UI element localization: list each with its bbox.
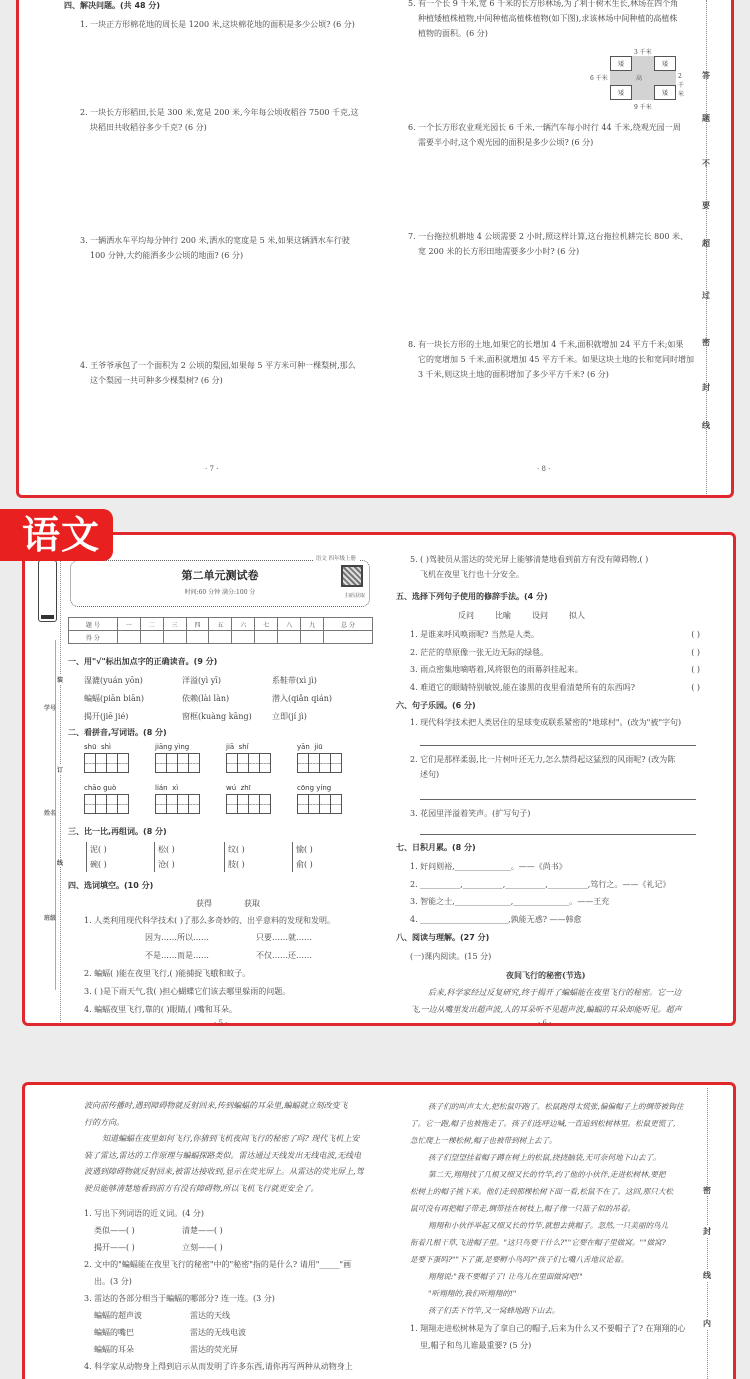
- pronunciation-item[interactable]: 湿漉(yuán yōn): [84, 676, 143, 685]
- rhetoric-item: [410, 644, 700, 662]
- qr-label: 扫码获取: [344, 593, 365, 599]
- writing-cell[interactable]: [259, 753, 271, 773]
- margin-char: 超: [702, 239, 710, 248]
- margin-char: 要: [702, 201, 710, 210]
- match-right[interactable]: 雷达的荧光屏: [190, 1345, 238, 1354]
- margin-char: 密: [703, 1186, 711, 1195]
- math-q8-line3: 3 千米,则这块土地的面积增加了多少平方千米? (6 分): [418, 370, 609, 379]
- math-q4-line1: 4. 王爷爷承包了一个面积为 2 公顷的梨园,如果每 5 平方米可种一棵梨树,那么: [80, 361, 356, 370]
- margin-char: 线: [703, 1271, 711, 1280]
- rhetoric-option: 比喻: [495, 611, 511, 620]
- reading-q2-line2: 出。(3 分): [94, 1277, 132, 1286]
- score-header-cell: 二: [140, 618, 163, 631]
- passage-line: 波遇到障碍物就反射回来,被雷达接收到,显示在荧光屏上。从雷达的荧光屏上,驾: [84, 1167, 364, 1176]
- math-question-5: [408, 0, 678, 41]
- pronunciation-row: [84, 672, 374, 690]
- math-q7-line2: 宽 200 米的长方形田地需要多少小时? (6 分): [418, 247, 580, 256]
- rhetoric-sentence: 1. 是谁来呼风唤雨呢? 当然是人类。: [410, 630, 540, 639]
- math-question-6: [408, 120, 681, 150]
- passage-line: 后来,科学家经过反复研究,终于揭开了蝙蝠能在夜里飞行的秘密。它一边: [428, 988, 682, 997]
- rhetoric-item: [410, 679, 700, 697]
- page-number-7: · 7 ·: [205, 465, 219, 473]
- compare-item[interactable]: 肢( ): [228, 860, 245, 869]
- pinyin-text: cōng yíng: [297, 784, 332, 792]
- synonym-row: [84, 1239, 353, 1256]
- accumulation-items: [410, 858, 670, 928]
- math-q1-line1: 1. 一块正方形棉花地的周长是 1200 米,这块棉花地的面积是多少公顷? (6 分): [80, 20, 355, 29]
- pinyin-text: yān jiū: [297, 743, 323, 751]
- math-q5-line1: 5. 有一个长 9 千米,宽 6 千米的长方形林场,为了利于树木生长,林场在四个角: [408, 0, 679, 8]
- compare-words: [86, 842, 376, 872]
- margin-char: 线: [702, 421, 710, 430]
- pinyin-item: [226, 743, 270, 773]
- margin-char: 答: [702, 71, 710, 80]
- match-right[interactable]: 雷达的无线电波: [190, 1328, 246, 1337]
- cut-char: 线: [57, 860, 64, 867]
- math-q5-line2: 种植矮植株植物,中间种植高植株植物(如下图),求该林场中间种植的高植株: [418, 14, 678, 23]
- math-q8-line2: 它的宽增加 5 千米,面积就增加 45 平方千米。如果这块土地的长和宽同时增加: [418, 355, 694, 364]
- score-cell[interactable]: [117, 631, 140, 644]
- passage-left-text: [84, 1098, 364, 1197]
- score-cell[interactable]: [186, 631, 209, 644]
- math-question-7: [408, 229, 688, 259]
- cut-char: 装: [57, 677, 64, 684]
- name-label: 姓名: [44, 810, 57, 817]
- passage-line: "听翔翔的,我们听翔翔的!": [428, 1289, 517, 1298]
- pronunciation-item[interactable]: 蝙蝠(piān biān): [84, 694, 144, 703]
- pinyin-text: jiāng yìng: [155, 743, 190, 751]
- pronunciation-item[interactable]: 潜入(qiǎn qián): [272, 694, 332, 703]
- math-q2-line2: 块稻田共收稻谷多少千克? (6 分): [90, 123, 207, 132]
- score-header-cell: 五: [209, 618, 232, 631]
- answer-blank[interactable]: ( ): [691, 682, 700, 692]
- match-right[interactable]: 雷达的天线: [190, 1311, 230, 1320]
- math-q5-line3: 植物的面积。(6 分): [418, 29, 488, 38]
- side-note-box: [38, 560, 57, 622]
- subject-tag-chinese: 语文: [0, 509, 113, 561]
- score-cell[interactable]: [232, 631, 255, 644]
- match-left[interactable]: 蝙蝠的嘴巴: [94, 1328, 134, 1337]
- section-8-title: 八、阅读与理解。(27 分): [396, 933, 490, 942]
- passage-line: 是要下蛋吗?""下了蛋,是要孵小鸟吗?"孩子们七嘴八舌地议论着。: [410, 1255, 629, 1264]
- reading-q3: 3. 雷达的各部分相当于蝙蝠的哪部分? 连一连。(3 分): [84, 1294, 275, 1303]
- score-header-cell: 六: [232, 618, 255, 631]
- math-q4-line2: 这个梨园一共可种多少棵梨树? (6 分): [90, 376, 223, 385]
- test-title: 第二单元测试卷: [181, 569, 259, 582]
- pronunciation-row: [84, 690, 374, 708]
- writing-cell[interactable]: [188, 753, 200, 773]
- passage-line: 飞,一边从嘴里发出超声波,人的耳朵听不见超声波,蝙蝠的耳朵却能听见。超声: [410, 1004, 682, 1014]
- synonym-row: [84, 1222, 353, 1239]
- conjunction-choice: 只要……就……: [256, 933, 312, 942]
- compare-pair: [154, 842, 216, 872]
- compare-item[interactable]: 沧( ): [158, 860, 175, 869]
- reading-subsection: (一)课内阅读。(15 分): [410, 952, 492, 961]
- conjunction-choice: 不是……而是……: [145, 951, 209, 960]
- math-q2-line1: 2. 一块长方形稻田,长是 300 米,宽是 200 米,今年每公顷收稻谷 7500 千克,这: [80, 108, 359, 117]
- rhetoric-items: [410, 626, 700, 696]
- rhetoric-option: 拟人: [569, 611, 585, 620]
- score-header-cell: 八: [278, 618, 301, 631]
- math-q3-line2: 100 分钟,大约能洒多少公顷的地面? (6 分): [90, 251, 244, 260]
- score-cell[interactable]: [255, 631, 278, 644]
- reading-q1: 1. 写出下列词语的近义词。(4 分): [84, 1209, 205, 1218]
- answer-line[interactable]: [420, 745, 696, 746]
- math-q3-line1: 3. 一辆洒水车平均每分钟行 200 米,洒水的宽度是 5 米,如果这辆洒水车行驶: [80, 236, 350, 245]
- rhetoric-options: [458, 608, 585, 623]
- rhetoric-item: [410, 661, 700, 679]
- passage-text: [410, 985, 682, 1018]
- accumulation-q3[interactable]: 3. 智能之士,______________,______________。——王充: [410, 897, 610, 906]
- forest-cross-diagram: [590, 48, 686, 111]
- math-question-3: [80, 233, 350, 263]
- math-q7-line1: 7. 一台拖拉机耕地 4 公顷需要 2 小时,照这样计算,这台拖拉机耕完长 800 米、: [408, 232, 688, 241]
- diagram-corner-tl: 矮: [610, 56, 632, 71]
- rhetoric-item: [410, 626, 700, 644]
- match-row: [84, 1307, 353, 1324]
- margin-char: 密: [702, 338, 710, 347]
- answer-blank[interactable]: ( ): [691, 665, 700, 674]
- compare-pair: [224, 842, 286, 872]
- math-q8-line1: 8. 有一块长方形的土地,如果它的长增加 4 千米,面积就增加 24 平方千米;如果: [408, 340, 684, 349]
- sentence-q2-line2: 述句): [420, 770, 440, 779]
- conjunction-choice: 不仅……还……: [256, 951, 312, 960]
- binding-dotted-line-left: [60, 560, 61, 1022]
- passage-line: 驶员能够清楚地看到前方有没有障碍物,所以飞机飞行就更安全了。: [84, 1183, 319, 1193]
- diagram-top-dimension: 3 千米: [634, 49, 652, 56]
- rhetoric-option: 设问: [532, 611, 548, 620]
- side-note-bar: [41, 615, 54, 619]
- synonym-item[interactable]: 类似——( ): [94, 1226, 135, 1235]
- passage-line: 衔着几根干草,飞进帽子里。"这只鸟要干什么?""它要在帽子里做窝。""做窝?: [410, 1238, 666, 1247]
- score-cell[interactable]: [278, 631, 301, 644]
- match-row: [84, 1341, 353, 1358]
- math-question-1: [80, 17, 355, 32]
- passage-line: 装了雷达,雷达的工作原理与蝙蝠探路类似。雷达通过天线发出无线电波,无线电: [84, 1150, 362, 1160]
- reading-q2-line1: 2. 文中的"蝙蝠能在夜里飞行的秘密"中的"秘密"指的是什么? 请用"_____"画: [84, 1260, 352, 1269]
- diagram-bottom-dimension: 9 千米: [634, 104, 652, 111]
- pronunciation-item[interactable]: 系鞋带(xì jì): [272, 676, 317, 685]
- fill-question-1: 1. 人类利用现代科学技术( )了那么多奇妙的、出乎意料的发现和发明。: [84, 916, 335, 925]
- compare-item[interactable]: 纹( ): [228, 845, 245, 854]
- match-row: [84, 1324, 353, 1341]
- writing-cell[interactable]: [188, 794, 200, 814]
- passage-line: 行的方向。: [84, 1117, 124, 1127]
- diagram-left-dimension: 6 千米: [590, 75, 608, 82]
- score-header-cell: 九: [301, 618, 324, 631]
- diagram-right-dimension: 2 千米: [678, 73, 685, 98]
- answer-blank[interactable]: ( ): [691, 630, 700, 639]
- pinyin-item: [84, 743, 128, 773]
- passage-title: 夜间飞行的秘密(节选): [506, 970, 586, 980]
- section-5-title: 五、选择下列句子使用的修辞手法。(4 分): [396, 592, 548, 601]
- pronunciation-row: [84, 708, 374, 726]
- math-question-4: [80, 358, 356, 388]
- page-number-6: · 6 ·: [538, 1019, 552, 1027]
- pronunciation-item[interactable]: 立即(jí jì): [272, 712, 307, 721]
- score-table-score-row: [69, 631, 373, 644]
- pronunciation-item[interactable]: 窗框(kuàng kāng): [182, 712, 252, 721]
- pinyin-text: chāo guò: [84, 784, 117, 792]
- pronunciation-item[interactable]: 依赖(lài làn): [182, 694, 230, 703]
- page-number-8: · 8 ·: [537, 465, 551, 473]
- sentence-q2-line1: 2. 它们是那样柔弱,比一片树叶还无力,怎么禁得起这猛烈的风雨呢? (改为陈: [410, 755, 676, 764]
- diagram-center-label: 高: [636, 75, 643, 82]
- match-left[interactable]: 蝙蝠的超声波: [94, 1311, 142, 1320]
- diagram-corner-bl: 矮: [610, 85, 632, 100]
- class-label: 班级: [44, 915, 57, 922]
- word-choice-1: 获得: [196, 899, 212, 908]
- writing-cell[interactable]: [259, 794, 271, 814]
- compare-item[interactable]: 泥( ): [90, 845, 107, 854]
- section-3-title: 三、比一比,再组词。(8 分): [68, 827, 167, 836]
- synonym-item[interactable]: 清楚——( ): [182, 1226, 223, 1235]
- passage-line: 松树上的帽子挑下来。他们走到那棵松树下面一看,松鼠不在了。这回,那只大松: [410, 1187, 674, 1196]
- answer-line[interactable]: [420, 834, 696, 835]
- math-q6-line1: 6. 一个长方形农业观光园长 6 千米,一辆汽车每小时行 44 千米,绕观光园一周: [408, 123, 681, 132]
- passage-right-text: [410, 1098, 683, 1319]
- pinyin-item: [297, 784, 341, 814]
- score-table-header-row: [69, 618, 373, 631]
- math-question-8: [408, 337, 694, 382]
- score-header-cell: 一: [117, 618, 140, 631]
- margin-char: 内: [703, 1319, 711, 1328]
- fill-question-5: [410, 552, 648, 582]
- rhetoric-option: 反问: [458, 611, 474, 620]
- section-title-solve-problems: 四、解决问题。(共 48 分): [64, 1, 161, 10]
- score-cell[interactable]: [301, 631, 324, 644]
- writing-cell[interactable]: [330, 794, 342, 814]
- passage-line: 孩子们丢下竹竿,又一窝蜂地跑下山去。: [428, 1306, 560, 1315]
- fill-question-2: 2. 蝙蝠( )能在夜里飞行,( )能捕捉飞蛾和蚊子。: [84, 969, 251, 978]
- writing-cell[interactable]: [330, 753, 342, 773]
- passage-line: 了。它一跑,帽子也被拖走了。孩子们连呼边喊,一直追到松树林里。松鼠更慌了,: [410, 1119, 676, 1128]
- passage-line: 翔翔说:"我不要帽子了! 让鸟儿在里面做窝吧!": [428, 1272, 583, 1281]
- section-6-title: 六、句子乐园。(6 分): [396, 701, 476, 710]
- pinyin-text: wú zhī: [226, 784, 251, 792]
- compare-item[interactable]: 愉( ): [296, 845, 313, 854]
- margin-char: 封: [703, 1227, 711, 1236]
- pronunciation-item[interactable]: 洋溢(yì yī): [182, 676, 221, 685]
- pinyin-item: [155, 743, 199, 773]
- section-4-title: 四、选词填空。(10 分): [68, 881, 154, 890]
- math-question-2: [80, 105, 359, 135]
- fill-question-3: 3. ( )是下雨天气,我( )担心蝴蝶它们该去哪里躲雨的问题。: [84, 987, 291, 996]
- score-cell[interactable]: [324, 631, 373, 644]
- page-number-5: · 5 ·: [214, 1019, 228, 1027]
- margin-char: 不: [702, 159, 710, 168]
- section-2-title: 二、看拼音,写词语。(8 分): [68, 728, 167, 737]
- score-header-cell: 题 号: [69, 618, 118, 631]
- rhetoric-sentence: 3. 雨点密集地嘀嗒着,风将银色的雨幕斜挂起来。: [410, 665, 583, 674]
- writing-cell[interactable]: [117, 753, 129, 773]
- fill-q5-line2: 飞机在夜里飞行也十分安全。: [420, 570, 524, 579]
- rhetoric-sentence: 4. 难道它的眼睛特别敏锐,能在漆黑的夜里看清楚所有的东西吗?: [410, 682, 636, 692]
- diagram-corner-br: 矮: [654, 85, 676, 100]
- section-7-title: 七、日积月累。(8 分): [396, 843, 476, 852]
- pinyin-text: lián xì: [155, 784, 179, 792]
- compare-pair: [292, 842, 354, 872]
- score-header-cell: 三: [163, 618, 186, 631]
- passage-line: 翔翔和小伙伴举起又细又长的竹竿,就想去挑帽子。忽然,一只美丽的鸟儿: [428, 1221, 669, 1230]
- passage-line: 孩子们的叫声太大,把松鼠吓跑了。松鼠跑得太慌张,偏偏帽子上的绸带被钩住: [428, 1102, 684, 1111]
- pinyin-item: [155, 784, 199, 814]
- writing-cell[interactable]: [117, 794, 129, 814]
- pinyin-text: jiā shǐ: [226, 743, 249, 751]
- compare-item[interactable]: 松( ): [158, 845, 175, 854]
- score-header-cell: 七: [255, 618, 278, 631]
- score-cell[interactable]: [209, 631, 232, 644]
- pinyin-item: [84, 784, 128, 814]
- answer-blank[interactable]: ( ): [691, 647, 700, 657]
- test-header: [70, 556, 370, 607]
- compare-item[interactable]: 碗( ): [90, 860, 107, 869]
- score-header-cell: 四: [186, 618, 209, 631]
- sentence-question-2: [410, 752, 675, 782]
- score-cell[interactable]: [140, 631, 163, 644]
- student-id-label: 学号: [44, 705, 57, 712]
- right-reading-q1-line1: 1. 翔翔走进松树林是为了拿自己的帽子,后来为什么又不要帽子了? 在翔翔的心: [410, 1324, 686, 1333]
- fill-q5-line1: 5. ( )驾驶员从雷达的荧光屏上能够清楚地看到前方有没有障碍物,( ): [410, 555, 649, 564]
- fill-question-4: 4. 蝙蝠夜里飞行,靠的( )眼睛,( )嘴和耳朵。: [84, 1005, 237, 1014]
- margin-char: 题: [702, 114, 710, 123]
- pronunciation-item[interactable]: 揭开(jiē jié): [84, 712, 129, 721]
- accumulation-q4[interactable]: 4. ______________________,孰能无惑? ——韩愈: [410, 914, 582, 924]
- conjunction-choice: 因为……所以……: [145, 933, 209, 942]
- right-reading-q1-line2: 里,帽子和鸟儿谁最重要? (5 分): [420, 1341, 532, 1350]
- passage-line: 孩子们望望挂着帽子蹲在树上的松鼠,挠挠脑袋,无可奈何地下山去了。: [428, 1153, 661, 1162]
- answer-line[interactable]: [420, 799, 696, 800]
- synonym-item[interactable]: 立刻——( ): [182, 1243, 223, 1252]
- sentence-question-3: 3. 花园里洋溢着笑声。(扩写句子): [410, 809, 531, 818]
- qr-code-icon[interactable]: [341, 565, 363, 587]
- score-cell[interactable]: [163, 631, 186, 644]
- passage-line: 波向前传播时,遇到障碍物就反射回来,传到蝙蝠的耳朵里,蝙蝠就立刻改变飞: [84, 1101, 348, 1110]
- cut-char: 订: [57, 767, 64, 774]
- right-reading-question-1: [410, 1320, 686, 1354]
- passage-line: 急忙爬上一棵松树,帽子也被带到树上去了。: [410, 1136, 557, 1145]
- accumulation-q2[interactable]: 2. __________,__________,__________,__________,笃行之。——《礼记》: [410, 879, 671, 889]
- margin-char: 封: [702, 383, 710, 392]
- score-table: [68, 617, 373, 644]
- passage-line: 鼠可没有再把帽子带走,绸带挂在树枝上,帽子像一只篮子似的吊着。: [410, 1204, 636, 1213]
- score-row-label: 得 分: [69, 631, 118, 644]
- synonym-item[interactable]: 揭开——( ): [94, 1243, 135, 1252]
- test-time-score: 时间:60 分钟 满分:100 分: [184, 589, 256, 596]
- passage-line: 知道蝙蝠在夜里如何飞行,你猜到飞机夜间飞行的秘密了吗? 现代飞机上安: [102, 1134, 360, 1143]
- passage-line: 第二天,翔翔找了几根又细又长的竹竿,约了他的小伙伴,走进松树林,要把: [428, 1170, 666, 1179]
- rhetoric-sentence: 2. 茫茫的草原像一张无边无际的绿毯。: [410, 647, 549, 657]
- score-header-cell: 总 分: [324, 618, 373, 631]
- match-left[interactable]: 蝙蝠的耳朵: [94, 1345, 134, 1354]
- grade-label: 语文 四年级上册: [313, 554, 359, 562]
- compare-pair: [86, 842, 148, 872]
- reading-questions: [84, 1205, 353, 1375]
- sentence-question-1: 1. 现代科学技术把人类居住的星球变成联系紧密的"地球村"。(改为"被"字句): [410, 718, 682, 727]
- pinyin-item: [226, 784, 270, 814]
- math-q6-line2: 需要半小时,这个观光园的面积是多少公顷? (6 分): [418, 138, 594, 147]
- diagram-corner-tr: 矮: [654, 56, 676, 71]
- section-1-title: 一、用"√"标出加点字的正确读音。(9 分): [68, 657, 218, 666]
- pinyin-item: [297, 743, 341, 773]
- reading-q4: 4. 科学家从动物身上得到启示从而发明了许多东西,请你再写两种从动物身上: [84, 1362, 353, 1371]
- margin-char: 过: [702, 291, 710, 300]
- word-choice-2: 获取: [244, 899, 260, 908]
- accumulation-q1[interactable]: 1. 好问则裕,______________。——《尚书》: [410, 862, 567, 871]
- section-1-items: [84, 672, 374, 726]
- compare-item[interactable]: 俞( ): [296, 860, 313, 869]
- pinyin-text: shū shì: [84, 743, 111, 751]
